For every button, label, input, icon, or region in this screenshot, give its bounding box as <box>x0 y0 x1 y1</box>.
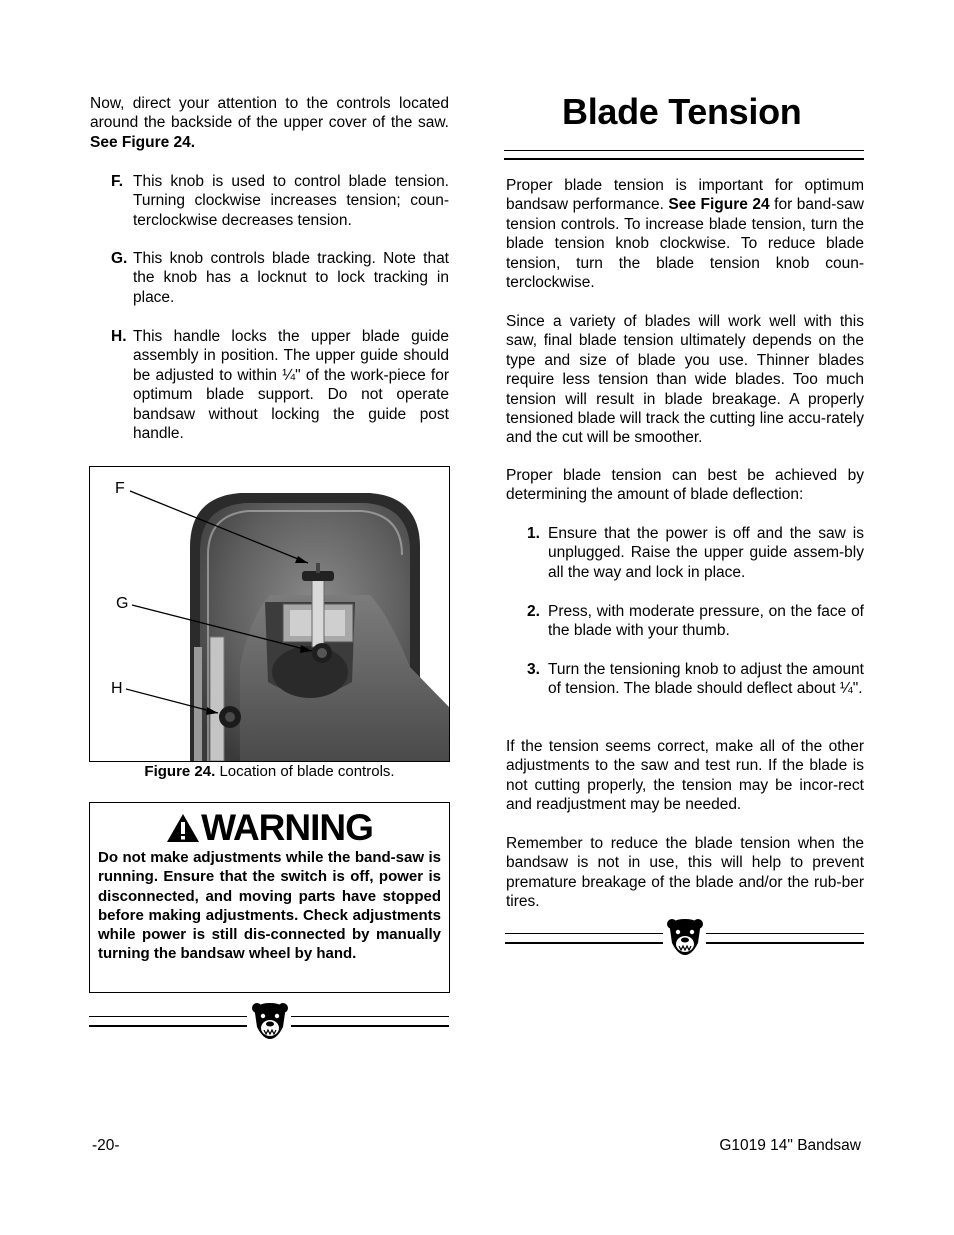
step-text-2: Press, with moderate pressure, on the face of the blade with your thumb. <box>548 603 864 640</box>
warning-header <box>90 807 449 849</box>
warning-triangle-icon <box>166 813 200 843</box>
control-text-h: This handle locks the upper blade guide assembly in position. The upper guide should be adjusted to within ¼" of the work-piece for optimum blade support. Do not operate bandsaw without locking the guide post handle. <box>133 328 449 443</box>
figure-caption <box>89 763 450 780</box>
control-label-g: G. <box>111 250 128 267</box>
divider-left-bottom <box>89 1025 247 1027</box>
figure-label-f: F <box>115 480 125 497</box>
bear-logo-icon-right <box>666 917 704 957</box>
tension-paragraph-5: Remember to reduce the blade tension when the bandsaw is not in use, this will help to prevent premature breakage of the blade and/or the rub-ber tires. <box>506 835 864 911</box>
control-text-f: This knob is used to control blade tension. Turning clockwise increases tension; coun-terclockwise decreases tension. <box>133 173 449 229</box>
step-text-3: Turn the tensioning knob to adjust the amount of tension. The blade should deflect about ¼". <box>548 661 864 698</box>
control-label-f: F. <box>111 173 124 190</box>
tension-p1-text-b: for band-saw tension controls. To increase blade tension, turn the blade tension knob clockwise. To reduce blade tension, turn the blade tension knob coun-terclockwise. <box>506 196 864 292</box>
bandsaw-photo-illustration <box>90 467 449 761</box>
figure-24 <box>89 466 450 762</box>
tension-p1-figure-ref: See Figure 24 <box>668 196 770 214</box>
figure-label-g: G <box>116 595 129 612</box>
step-number-3: 3. <box>527 661 540 678</box>
divider-right-col-left-bottom <box>505 942 663 944</box>
tension-p1-text-a: Proper blade tension is important for optimum bandsaw performance. <box>506 177 864 214</box>
section-title: Blade Tension <box>562 91 802 132</box>
title-rule-bottom <box>504 158 864 160</box>
divider-right-col-right-bottom <box>706 942 864 944</box>
figure-caption-label: Figure 24. <box>144 763 216 780</box>
divider-right-col-right-top <box>706 933 864 934</box>
tension-paragraph-3: Proper blade tension can best be achieved by determining the amount of blade deflection: <box>506 467 864 504</box>
warning-box <box>89 802 450 993</box>
control-label-h: H. <box>111 328 127 345</box>
step-number-2: 2. <box>527 603 540 620</box>
divider-left-top <box>89 1016 247 1017</box>
bear-logo-icon <box>251 1001 289 1041</box>
figure-caption-text: Location of blade controls. <box>215 763 395 780</box>
step-text-1: Ensure that the power is off and the saw is unplugged. Raise the upper guide assem-bly all the way and lock in place. <box>548 525 864 581</box>
control-text-g: This knob controls blade tracking. Note that the knob has a locknut to lock tracking in place. <box>133 250 449 306</box>
intro-paragraph <box>90 94 449 152</box>
divider-right-top <box>291 1016 449 1017</box>
tension-paragraph-4: If the tension seems correct, make all of the other adjustments to the saw and test run. If the blade is not cutting properly, the tension may be incor-rect and readjustment may be needed. <box>506 738 864 814</box>
tension-paragraph-2: Since a variety of blades will work well with this saw, final blade tension ultimately depends on the type and size of blade you use. Thinner blades require less tension than wide blades. Too much tension will result in blade breakage. A properly tensioned blade will track the cutting line accu-rately and the cut will be smoother. <box>506 313 864 447</box>
divider-right-bottom <box>291 1025 449 1027</box>
warning-heading: WARNING <box>201 807 373 848</box>
page-number: -20- <box>92 1137 120 1154</box>
divider-right-col-left-top <box>505 933 663 934</box>
footer-model-name: G1019 14" Bandsaw <box>719 1137 861 1154</box>
tension-paragraph-1 <box>506 176 864 292</box>
warning-text: Do not make adjustments while the band-saw is running. Ensure that the switch is off, power is disconnected, and moving parts have stopped before making adjustments. Check adjustments while power is still dis-connected by manually turning the bandsaw wheel by hand. <box>98 849 441 963</box>
intro-text: Now, direct your attention to the controls located around the backside of the upper cover of the saw. <box>90 95 449 132</box>
title-rule-top <box>504 150 864 151</box>
intro-figure-ref: See Figure 24. <box>90 133 196 151</box>
figure-label-h: H <box>111 680 123 697</box>
step-number-1: 1. <box>527 525 540 542</box>
